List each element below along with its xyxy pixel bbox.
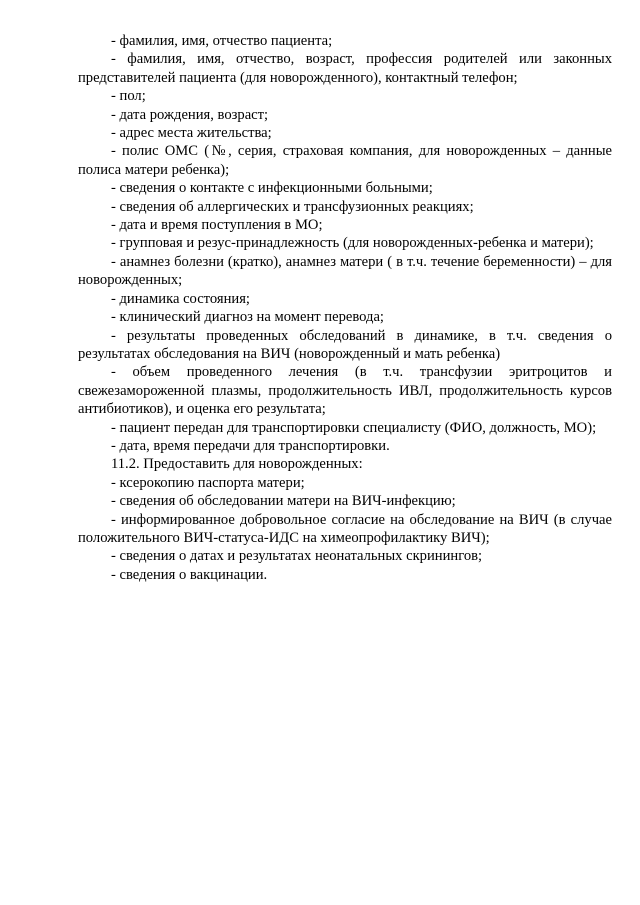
item-clinical-diagnosis: - клинический диагноз на момент перевода; bbox=[111, 309, 384, 326]
item-address: - адрес места жительства; bbox=[111, 125, 272, 142]
item-anamnesis: - анамнез болезни (кратко), анамнез матери ( в т.ч. течение беременности) – для новорожденных; bbox=[78, 253, 612, 289]
item-vaccination: - сведения о вакцинации. bbox=[111, 566, 268, 583]
item-patient-name: - фамилия, имя, отчество пациента; bbox=[111, 33, 333, 49]
item-transfer-time: - дата, время передачи для транспортировки. bbox=[111, 437, 390, 454]
item-informed-consent: - информированное добровольное согласие на обследование на ВИЧ (в случае положительного ВИЧ-статуса-ИДС на химеопрофилактику ВИЧ); bbox=[78, 511, 612, 546]
item-infection-contact: - сведения о контакте с инфекционными больными; bbox=[111, 180, 433, 197]
item-treatment-volume: - объем проведенного лечения (в т.ч. трансфузии эритроцитов и свежезамороженной плазмы, продолжительность ИВЛ, продолжительность курсов антибиотиков), и оценка его результата; bbox=[78, 364, 612, 418]
item-neonatal-screening: - сведения о датах и результатах неонатальных скринингов; bbox=[111, 548, 483, 565]
document-page bbox=[78, 32, 612, 584]
item-oms-policy: - полис ОМС (№, серия, страховая компания, для новорожденных – данные полиса матери ребенка); bbox=[78, 143, 612, 178]
item-transferred-to: - пациент передан для транспортировки специалисту (ФИО, должность, МО); bbox=[111, 419, 597, 436]
item-condition-dynamics: - динамика состояния; bbox=[111, 290, 250, 307]
item-sex: - пол; bbox=[111, 88, 146, 105]
item-parents-info: - фамилия, имя, отчество, возраст, профессия родителей или законных представителей пациента (для новорожденного), контактный телефон; bbox=[78, 51, 612, 86]
item-blood-group: - групповая и резус-принадлежность (для новорожденных-ребенка и матери); bbox=[111, 235, 594, 252]
item-birth-date: - дата рождения, возраст; bbox=[111, 106, 269, 123]
item-examination-results: - результаты проведенных обследований в динамике, в т.ч. сведения о результатах обследования на ВИЧ (новорожденный и мать ребенка) bbox=[78, 327, 612, 362]
item-mother-hiv-exam: - сведения об обследовании матери на ВИЧ-инфекцию; bbox=[111, 493, 456, 510]
item-allergy-reactions: - сведения об аллергических и трансфузионных реакциях; bbox=[111, 198, 474, 215]
item-admission-time: - дата и время поступления в МО; bbox=[111, 217, 323, 234]
item-passport-copy: - ксерокопию паспорта матери; bbox=[111, 474, 305, 491]
section-heading-11-2: 11.2. Предоставить для новорожденных: bbox=[111, 456, 363, 473]
